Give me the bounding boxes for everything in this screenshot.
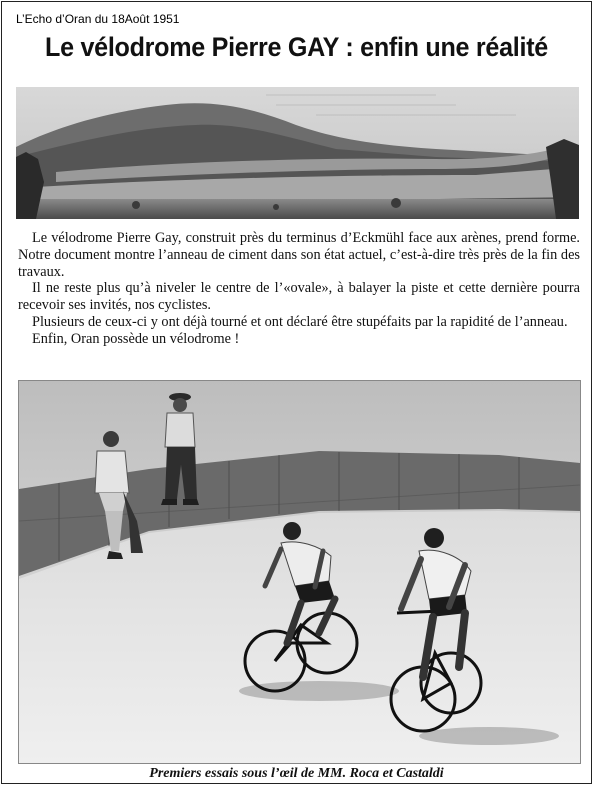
- cyclists-on-track-photo: [18, 380, 581, 764]
- velodrome-construction-photo: [16, 87, 579, 219]
- newspaper-clipping: [1, 1, 592, 784]
- photo-caption: Premiers essais sous l’œil de MM. Roca et Castaldi: [149, 766, 444, 781]
- headline: Le vélodrome Pierre GAY : enfin une réalité: [45, 32, 548, 62]
- article-paragraph: Il ne reste plus qu’à niveler le centre de l’«ovale», à balayer la piste et cette dernière pourra recevoir ses invités, nos cyclistes.: [18, 280, 580, 314]
- article-body: [18, 230, 580, 348]
- article-paragraph: Enfin, Oran possède un vélodrome !: [32, 330, 240, 347]
- source-line: L’Echo d’Oran du 18Août 1951: [16, 12, 180, 26]
- article-paragraph: Le vélodrome Pierre Gay, construit près du terminus d’Eckmühl face aux arènes, prend forme. Notre document montre l’anneau de ciment dans son état actuel, c’est-à-dire très près de la fin des travaux.: [18, 230, 580, 280]
- article-paragraph: Plusieurs de ceux-ci y ont déjà tourné et ont déclaré être stupéfaits par la rapidité de l’anneau.: [32, 313, 568, 330]
